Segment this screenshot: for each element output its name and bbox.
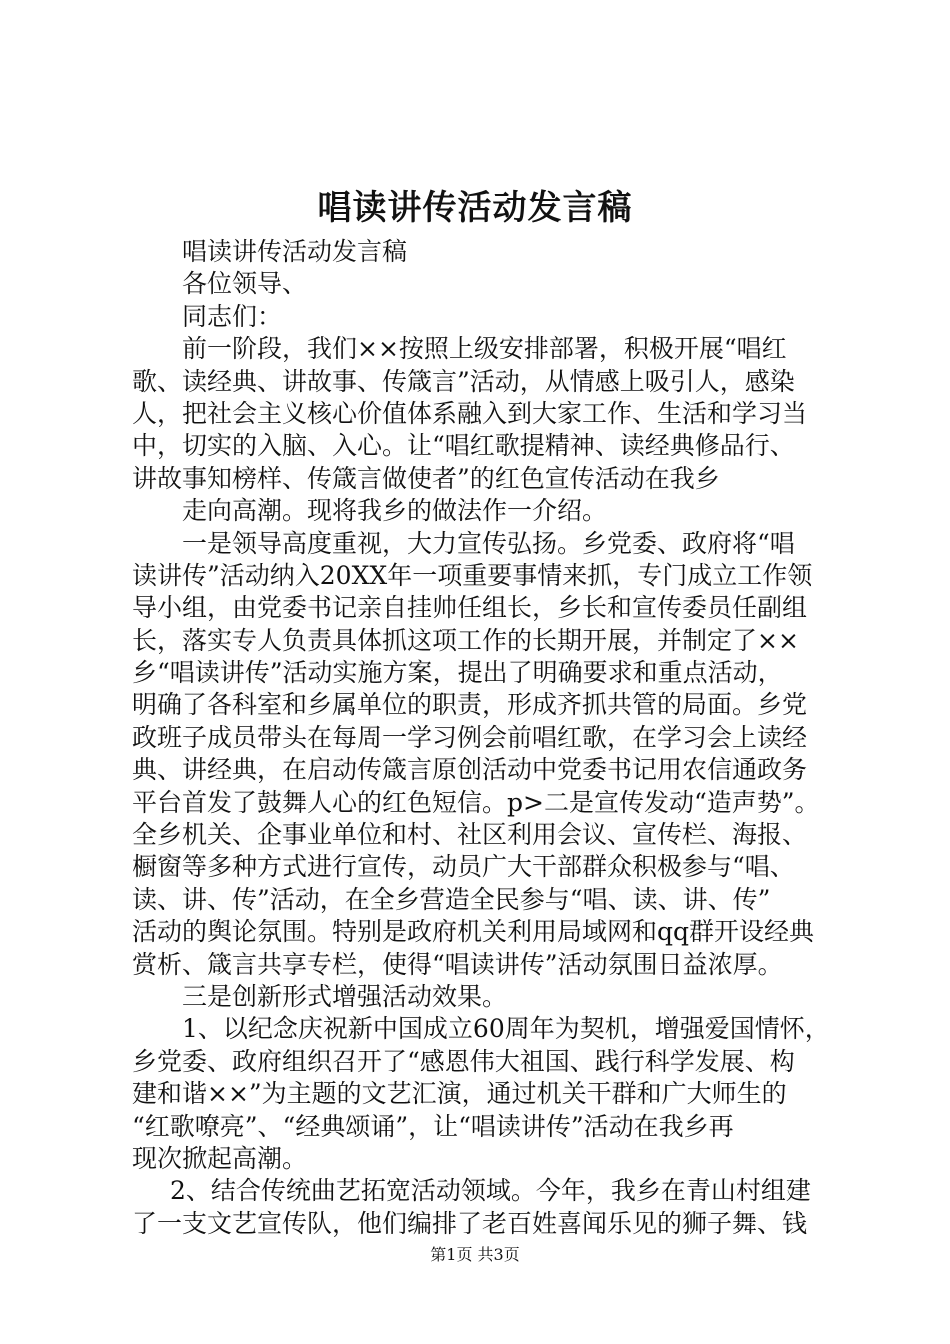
text-line: 唱读讲传活动发言稿 <box>182 237 408 266</box>
text-line: 赏析、箴言共享专栏，使得“唱读讲传”活动氛围日益浓厚。 <box>132 949 783 979</box>
text-line: 全乡机关、企事业单位和村、社区利用会议、宣传栏、海报、 <box>132 820 808 850</box>
text-line: 活动的舆论氛围。特别是政府机关利用局域网和qq群开设经典 <box>132 917 815 947</box>
text-line: 乡“唱读讲传”活动实施方案，提出了明确要求和重点活动， <box>132 658 783 688</box>
text-line: 一是领导高度重视，大力宣传弘扬。乡党委、政府将“唱 <box>182 528 795 558</box>
text-line: 政班子成员带头在每周一学习例会前唱红歌，在学习会上读经 <box>132 722 808 752</box>
text-line: 2、结合传统曲艺拓宽活动领域。今年，我乡在青山村组建 <box>170 1176 811 1206</box>
text-line: “红歌嘹亮”、“经典颂诵”，让“唱读讲传”活动在我乡再 <box>132 1111 734 1141</box>
text-line: 歌、读经典、讲故事、传箴言”活动，从情感上吸引人，感染 <box>132 366 795 396</box>
text-line: 各位领导、 <box>182 269 308 299</box>
text-line: 典、讲经典，在启动传箴言原创活动中党委书记用农信通政务 <box>132 755 808 785</box>
document-body <box>132 236 842 1240</box>
text-line: 人，把社会主义核心价值体系融入到大家工作、生活和学习当 <box>132 398 808 428</box>
text-line: 建和谐××”为主题的文艺汇演，通过机关干群和广大师生的 <box>132 1079 787 1109</box>
text-line: 中，切实的入脑、入心。让“唱红歌提精神、读经典修品行、 <box>132 431 795 461</box>
text-line: 走向高潮。现将我乡的做法作一介绍。 <box>182 496 608 526</box>
text-line: 导小组，由党委书记亲自挂帅任组长，乡长和宣传委员任副组 <box>132 593 808 623</box>
text-line: 现次掀起高潮。 <box>132 1143 308 1173</box>
text-line: 1、以纪念庆祝新中国成立60周年为契机，增强爱国情怀， <box>182 1014 830 1044</box>
page-title: 唱读讲传活动发言稿 <box>317 188 633 228</box>
text-line: 讲故事知榜样、传箴言做使者”的红色宣传活动在我乡 <box>132 463 720 493</box>
text-line: 乡党委、政府组织召开了“感恩伟大祖国、践行科学发展、构 <box>132 1046 795 1076</box>
text-line: 前一阶段，我们××按照上级安排部署，积极开展“唱红 <box>182 334 787 364</box>
text-line: 三是创新形式增强活动效果。 <box>182 981 508 1011</box>
page-footer: 第1页 共3页 <box>430 1245 520 1264</box>
text-line: 了一支文艺宣传队，他们编排了老百姓喜闻乐见的狮子舞、钱 <box>132 1208 808 1238</box>
text-line: 明确了各科室和乡属单位的职责，形成齐抓共管的局面。乡党 <box>132 690 808 720</box>
text-line: 橱窗等多种方式进行宣传，动员广大干部群众积极参与“唱、 <box>132 852 795 882</box>
text-line: 读讲传”活动纳入20XX年一项重要事情来抓，专门成立工作领 <box>132 560 813 590</box>
text-line: 长，落实专人负责具体抓这项工作的长期开展，并制定了×× <box>132 625 799 655</box>
text-line: 同志们： <box>182 301 283 331</box>
text-line: 平台首发了鼓舞人心的红色短信。p>二是宣传发动“造声势”。 <box>132 787 820 817</box>
text-line: 读、讲、传”活动，在全乡营造全民参与“唱、读、讲、传” <box>132 884 771 914</box>
